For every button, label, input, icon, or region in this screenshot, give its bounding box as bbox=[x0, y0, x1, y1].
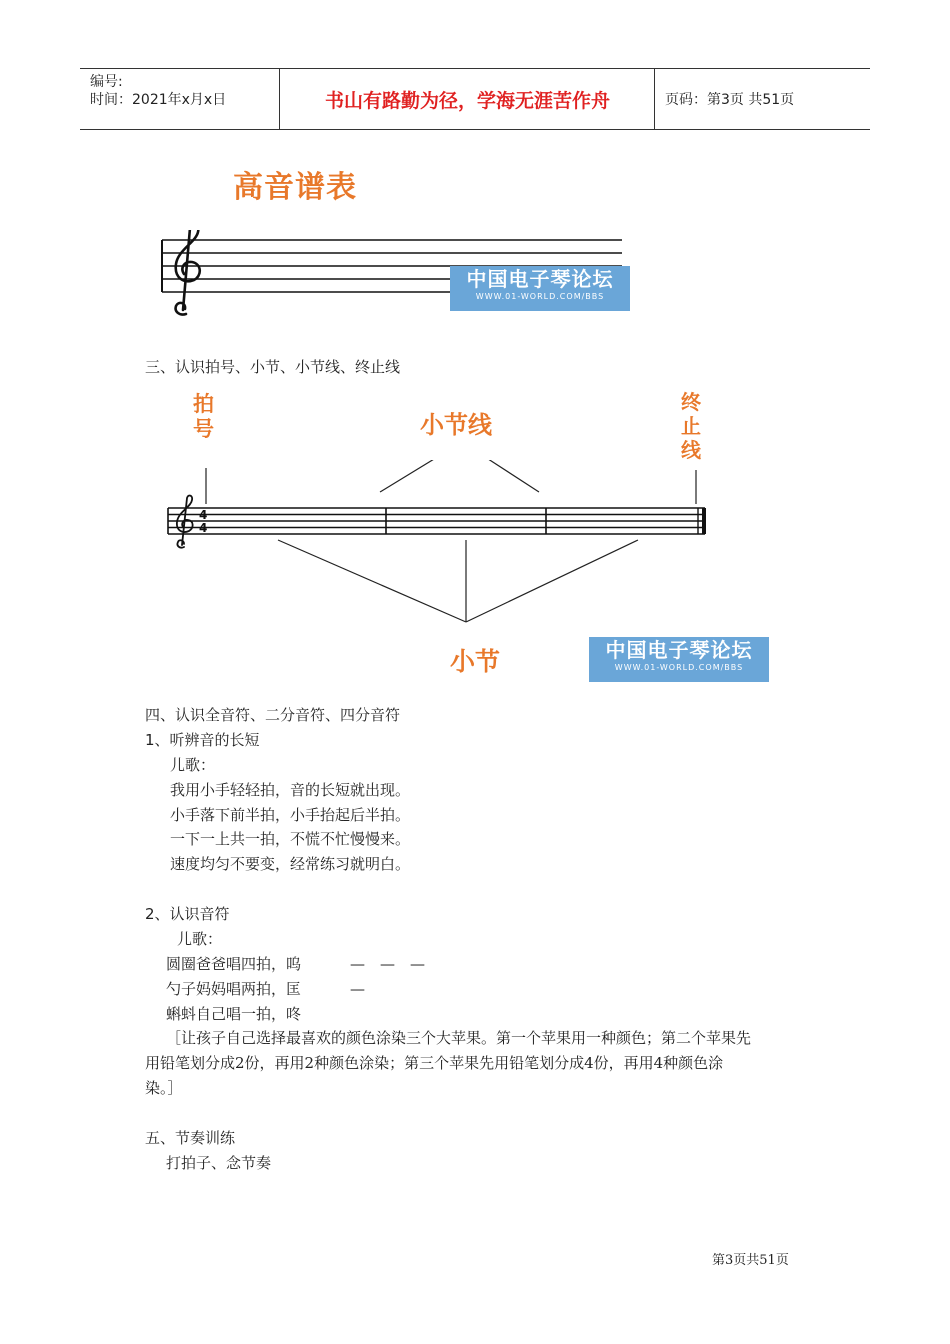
rhyme1-label: 儿歌： bbox=[170, 756, 216, 774]
watermark-2 bbox=[589, 637, 769, 682]
header-motto: 书山有路勤为径，学海无涯苦作舟 bbox=[281, 69, 655, 129]
watermark-main-text: 中国电子琴论坛 bbox=[466, 267, 614, 291]
measures-diagram bbox=[160, 460, 720, 630]
label-barline: 小节线 bbox=[420, 411, 492, 439]
staff-lines bbox=[168, 508, 705, 534]
section5-line: 打拍子、念节奏 bbox=[166, 1154, 272, 1172]
label-final-barline: 终 止 线 bbox=[681, 390, 701, 462]
rhyme2-dashes: — — — bbox=[350, 955, 426, 973]
header-page-info: 页码：第3页 共51页 bbox=[665, 92, 795, 108]
time-signature-top: 4 bbox=[199, 508, 208, 522]
rhyme2-line: 圆圈爸爸唱四拍，呜 bbox=[166, 955, 302, 973]
header-meta bbox=[80, 69, 280, 129]
time-label: 时间：2021年x月x日 bbox=[90, 92, 227, 108]
section3-heading: 三、认识拍号、小节、小节线、终止线 bbox=[145, 358, 401, 376]
rhyme2-line: 勺子妈妈唱两拍，匡 bbox=[166, 980, 302, 998]
time-signature-bottom: 4 bbox=[199, 521, 208, 535]
rhyme2-dashes: — bbox=[350, 980, 365, 998]
label-measure: 小节 bbox=[450, 647, 501, 676]
rhyme1-line: 我用小手轻轻拍，音的长短就出现。 bbox=[170, 781, 411, 799]
page-header bbox=[80, 68, 870, 130]
section5-heading: 五、节奏训练 bbox=[145, 1129, 236, 1147]
section4-sub2-title: 2、认识音符 bbox=[145, 905, 230, 923]
section4-sub1-title: 1、听辨音的长短 bbox=[145, 731, 260, 749]
section4-heading: 四、认识全音符、二分音符、四分音符 bbox=[145, 706, 401, 724]
footer-page-number: 第3页共51页 bbox=[712, 1253, 789, 1268]
watermark-url-text: WWW.01-WORLD.COM/BBS bbox=[475, 292, 605, 301]
rhyme1-line: 一下一上共一拍，不慌不忙慢慢来。 bbox=[170, 830, 411, 848]
number-label: 编号: bbox=[90, 74, 123, 90]
rhyme1-line: 小手落下前半拍，小手抬起后半拍。 bbox=[170, 806, 411, 824]
activity-line: 用铅笔划分成2份，再用2种颜色涂染；第三个苹果先用铅笔划分成4份，再用4种颜色涂 bbox=[145, 1054, 724, 1072]
rhyme1-line: 速度均匀不要变，经常练习就明白。 bbox=[170, 855, 411, 873]
pointer-lines bbox=[206, 460, 696, 622]
watermark-url-text: WWW.01-WORLD.COM/BBS bbox=[614, 663, 744, 672]
watermark-1 bbox=[450, 266, 630, 311]
activity-line: ［让孩子自己选择最喜欢的颜色涂染三个大苹果。第一个苹果用一种颜色；第二个苹果先 bbox=[166, 1029, 752, 1047]
treble-staff-title: 高音谱表 bbox=[233, 170, 357, 205]
rhyme2-line: 蝌蚪自己唱一拍，咚 bbox=[166, 1005, 302, 1023]
label-time-signature: 拍 号 bbox=[193, 392, 214, 441]
watermark-main-text: 中国电子琴论坛 bbox=[605, 638, 753, 662]
treble-clef-icon bbox=[176, 230, 200, 315]
activity-line: 染。］ bbox=[145, 1079, 183, 1097]
rhyme2-label: 儿歌： bbox=[177, 930, 223, 948]
